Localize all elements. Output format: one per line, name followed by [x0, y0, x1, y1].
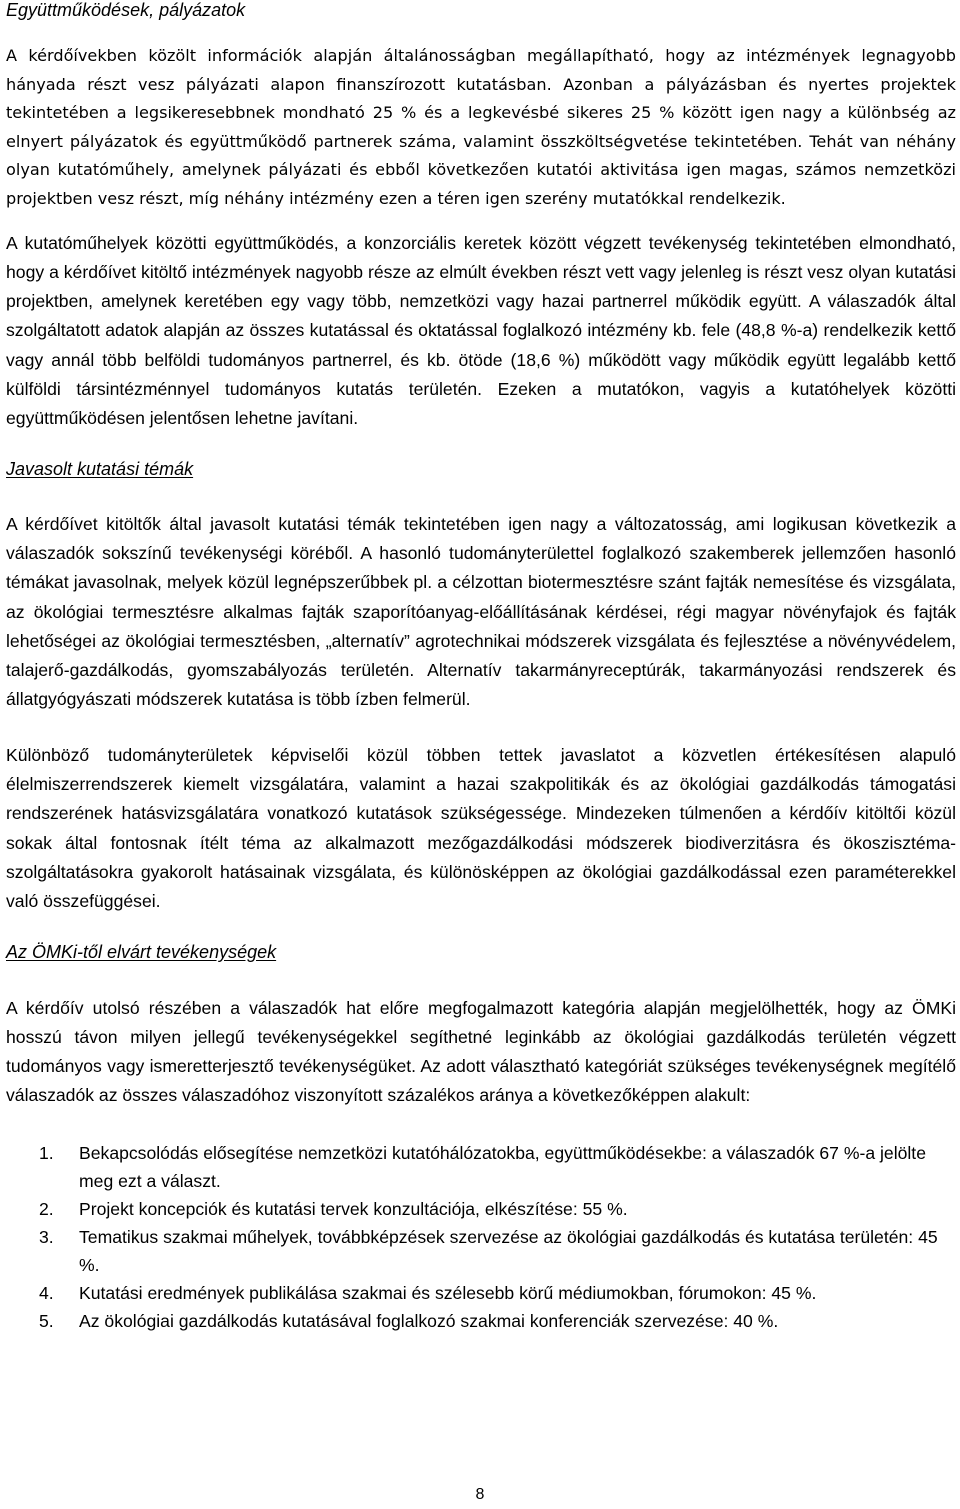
- list-item-number: 4.: [39, 1282, 54, 1303]
- section-heading-expected-activities: Az ÖMKi-től elvárt tevékenységek: [6, 941, 277, 962]
- list-item-number: 5.: [39, 1310, 54, 1331]
- paragraph-expected-activities: A kérdőív utolsó részében a válaszadók hat előre megfogalmazott kategória alapján megjelölhették, hogy az ÖMKi hosszú távon milyen jellegű tevékenységekkel segíthetné leginkább az ökológiai gazdálkodás területén végzett tudományos vagy ismeretterjesztő tevékenységüket. Az adott választható kategóriát szükséges tevékenységnek megítélő válaszadók az összes válaszadóhoz viszonyított százalékos aránya a következőképpen alakult:: [6, 997, 956, 1106]
- list-item-number: 3.: [39, 1226, 54, 1247]
- paragraph-cooperation-1: A kérdőívekben közölt információk alapján általánosságban megállapítható, hogy az intézmények legnagyobb hányada részt vesz pályázati alapon finanszírozott kutatásban. Azonban a pályázásban és nyertes projektek tekintetében a legsikeresebbnek mondható 25 % és a legkevésbé sikeres 25 % között igen nagy a különbség az elnyert pályázatok és együttműködő partnerek száma, valamint összköltségvetése tekintetében. Tehát van néhány olyan kutatóműhely, amelynek pályázati és ebből következően kutatói aktivitása igen magas, számos nemzetközi projektben vesz részt, míg néhány intézmény ezen a téren igen szerény mutatókkal rendelkezik.: [6, 46, 956, 208]
- list-item-number: 1.: [39, 1142, 54, 1163]
- list-item: [6, 1195, 956, 1223]
- paragraph-research-topics-1: A kérdőívet kitöltők által javasolt kutatási témák tekintetében igen nagy a változatosság, ami logikusan következik a válaszadók sokszínű tevékenységi köréből. A hasonló tudományterülettel foglalkozó szakemberek jellemzően hasonló témákat javasolnak, melyek közül legnépszerűbbek pl. a célzottan biotermesztésre szánt fajták nemesítése és vizsgálata, az ökológiai termesztésre alkalmas fajták szaporítóanyag-előállításának kérdései, régi magyar növényfajok és fajták lehetőségei az ökológiai termesztésben, „alternatív” agrotechnikai módszerek vizsgálata és fejlesztése a növényvédelem, talajerő-gazdálkodás, gyomszabályozás területén. Alternatív takarmányreceptúrák, takarmányozási rendszerek és állatgyógyászati módszerek kutatása is több ízben felmerül.: [6, 513, 956, 710]
- section-heading-research-topics: Javasolt kutatási témák: [6, 458, 194, 479]
- page-number: 8: [475, 1486, 485, 1503]
- list-item-number: 2.: [39, 1198, 54, 1219]
- list-item: [6, 1279, 956, 1307]
- paragraph-research-topics-2: Különböző tudományterületek képviselői közül többen tettek javaslatot a közvetlen értékesítésen alapuló élelmiszerrendszerek kiemelt vizsgálatára, valamint a hazai szakpolitikák és az ökológiai gazdálkodás támogatási rendszerének hatásvizsgálatára vonatkozó kutatások szükségessége. Mindezeken túlmenően a kérdőív kitöltői közül sokak által fontosnak ítélt téma az alkalmazott mezőgazdálkodási módszerek biodiverzitásra és ökoszisztéma-szolgáltatásokra gyakorolt hatásainak vizsgálata, és különösképpen az ökológiai gazdálkodással ezen paraméterekkel való összefüggései.: [6, 744, 956, 912]
- list-item-text: Az ökológiai gazdálkodás kutatásával foglalkozó szakmai konferenciák szervezése: 40 %.: [79, 1310, 779, 1331]
- activities-list: [6, 1139, 956, 1335]
- list-item-text: Kutatási eredmények publikálása szakmai és szélesebb körű médiumokban, fórumokon: 45 %.: [79, 1282, 817, 1303]
- list-item: [6, 1139, 956, 1195]
- list-item: [6, 1223, 956, 1279]
- list-item-text: Projekt koncepciók és kutatási tervek konzultációja, elkészítése: 55 %.: [79, 1198, 628, 1219]
- section-heading-cooperation: Együttműködések, pályázatok: [6, 0, 246, 20]
- paragraph-cooperation-2: A kutatóműhelyek közötti együttműködés, a konzorciális keretek között végzett tevékenység tekintetében elmondható, hogy a kérdőívet kitöltő intézmények nagyobb része az elmúlt években részt vett vagy jelenleg is részt vesz olyan kutatási projektben, amelynek keretében egy vagy több, nemzetközi vagy hazai partnerrel működik együtt. A válaszadók által szolgáltatott adatok alapján az összes kutatással és oktatással foglalkozó intézmény kb. fele (48,8 %-a) rendelkezik kettő vagy annál több belföldi tudományos partnerrel, és kb. ötöde (18,6 %) működött vagy működik együtt legalább kettő külföldi társintézménnyel tudományos kutatás területén. Ezeken a mutatókon, vagyis a kutatóhelyek közötti együttműködésen jelentősen lehetne javítani.: [6, 232, 956, 429]
- list-item: [6, 1307, 956, 1335]
- list-item-text: Bekapcsolódás elősegítése nemzetközi kutatóhálózatokba, együttműködésekbe: a válaszadók 67 %-a jelölte meg ezt a választ.: [79, 1142, 926, 1191]
- list-item-text: Tematikus szakmai műhelyek, továbbképzések szervezése az ökológiai gazdálkodás és kutatása területén: 45 %.: [79, 1226, 938, 1275]
- document-page: [6, 0, 956, 1335]
